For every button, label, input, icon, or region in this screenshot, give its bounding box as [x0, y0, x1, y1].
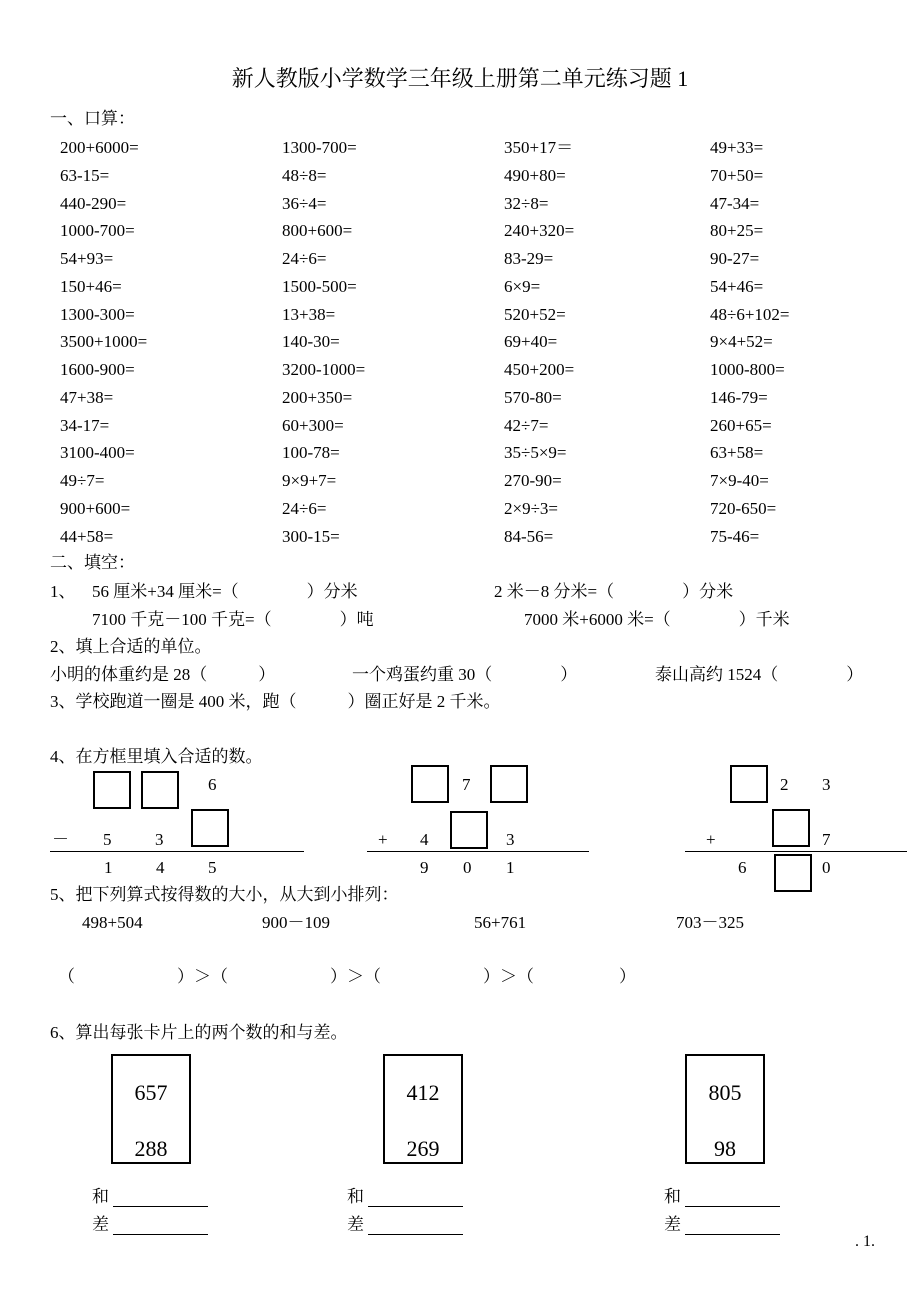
sum-line — [367, 851, 589, 852]
digit: 0 — [463, 858, 472, 877]
oral-problem: 70+50= — [710, 165, 764, 185]
oral-problem: 140-30= — [282, 332, 340, 352]
oral-problem: 1300-300= — [60, 304, 135, 324]
oral-problem: 49÷7= — [60, 471, 105, 490]
digit: 0 — [822, 858, 831, 877]
digit: 3 — [155, 830, 164, 849]
oral-problem: 440-290= — [60, 193, 127, 213]
oral-problem: 1300-700= — [282, 138, 357, 157]
sum-label: 和 — [347, 1187, 364, 1206]
card-bottom-number: 269 — [406, 1136, 440, 1161]
oral-problem: 1500-500= — [282, 276, 357, 296]
oral-problem: 80+25= — [710, 221, 764, 241]
diff-answer-line[interactable] — [113, 1234, 208, 1235]
oral-problem: 13+38= — [282, 304, 336, 324]
oral-problem: 24÷6= — [282, 498, 327, 518]
digit: 1 — [506, 858, 515, 877]
answer-box[interactable] — [774, 854, 812, 892]
oral-problem: 63+58= — [710, 443, 764, 463]
oral-problem: 520+52= — [504, 304, 566, 324]
digit: 6 — [208, 775, 217, 794]
sum-line — [685, 851, 907, 852]
oral-problem: 83-29= — [504, 249, 554, 268]
card-top-number: 805 — [708, 1080, 742, 1105]
sum-answer-line[interactable] — [368, 1206, 463, 1207]
sum-label: 和 — [664, 1187, 681, 1206]
q2-item-c: 泰山高约 1524（ ） — [655, 665, 864, 684]
oral-problem: 570-80= — [504, 387, 562, 407]
answer-box[interactable] — [772, 809, 810, 847]
oral-problem: 270-90= — [504, 471, 562, 490]
oral-problem: 49+33= — [710, 138, 764, 157]
oral-problem: 200+350= — [282, 387, 353, 407]
q4-text: 4、在方框里填入合适的数。 — [50, 747, 263, 766]
diff-label: 差 — [664, 1215, 681, 1234]
oral-problem: 48÷8= — [282, 165, 327, 185]
operator: － — [52, 830, 69, 849]
number-card — [685, 1054, 765, 1164]
oral-problem: 240+320= — [504, 221, 575, 241]
card-bottom-number: 288 — [134, 1136, 168, 1161]
oral-problem: 3200-1000= — [282, 360, 366, 379]
oral-problem: 44+58= — [60, 526, 114, 546]
page-number: . 1. — [855, 1233, 875, 1250]
q1-item-a: 56 厘米+34 厘米=（ ）分米 — [92, 582, 358, 601]
oral-problem: 69+40= — [504, 332, 558, 352]
oral-problem: 900+600= — [60, 498, 131, 518]
page-title: 新人教版小学数学三年级上册第二单元练习题 1 — [231, 66, 689, 91]
card-top-number: 412 — [406, 1080, 440, 1105]
digit: 2 — [780, 775, 789, 794]
answer-box[interactable] — [141, 771, 179, 809]
card-bottom-number: 98 — [714, 1136, 736, 1161]
q5-expression: 900－109 — [262, 913, 330, 932]
q1-item-d: 7000 米+6000 米=（ ）千米 — [524, 610, 790, 629]
digit: 3 — [506, 830, 515, 849]
q6-text: 6、算出每张卡片上的两个数的和与差。 — [50, 1023, 348, 1042]
digit: 4 — [420, 830, 429, 849]
q5-answer-row: （ ）＞（ ）＞（ ）＞（ ） — [58, 967, 636, 986]
oral-problem: 100-78= — [282, 443, 340, 463]
q1-item-b: 2 米－8 分米=（ ）分米 — [494, 582, 734, 601]
oral-problem: 150+46= — [60, 276, 122, 296]
answer-box[interactable] — [730, 765, 768, 803]
oral-problem: 9×9+7= — [282, 471, 337, 490]
oral-problem: 200+6000= — [60, 138, 139, 157]
oral-problem: 47-34= — [710, 193, 760, 213]
oral-problem: 54+46= — [710, 276, 764, 296]
digit: 1 — [104, 858, 113, 877]
answer-box[interactable] — [411, 765, 449, 803]
oral-problem: 350+17＝ — [504, 138, 574, 157]
sum-answer-line[interactable] — [685, 1206, 780, 1207]
oral-problem: 9×4+52= — [710, 332, 773, 352]
diff-answer-line[interactable] — [368, 1234, 463, 1235]
q2-item-a: 小明的体重约是 28（ ） — [50, 665, 276, 684]
card-top-number: 657 — [134, 1080, 168, 1105]
digit: 6 — [738, 858, 747, 877]
q3-text: 3、学校跑道一圈是 400 米，跑（ ）圈正好是 2 千米。 — [50, 692, 501, 711]
diff-answer-line[interactable] — [685, 1234, 780, 1235]
sum-answer-line[interactable] — [113, 1206, 208, 1207]
q1-item-c: 7100 千克－100 千克=（ ）吨 — [92, 610, 374, 629]
oral-problem: 1000-800= — [710, 360, 785, 379]
oral-problem: 1000-700= — [60, 221, 135, 241]
operator: + — [378, 830, 388, 849]
oral-problem: 75-46= — [710, 526, 760, 546]
diff-label: 差 — [347, 1215, 364, 1234]
digit: 7 — [462, 775, 471, 794]
number-card — [383, 1054, 463, 1164]
oral-problem: 34-17= — [60, 415, 110, 435]
digit: 7 — [822, 830, 831, 849]
q5-expression: 703－325 — [676, 913, 744, 932]
oral-problem: 146-79= — [710, 387, 768, 407]
oral-problem: 47+38= — [60, 387, 114, 407]
digit: 5 — [103, 830, 112, 849]
digit: 3 — [822, 775, 831, 794]
oral-problem: 63-15= — [60, 165, 110, 185]
q2-item-b: 一个鸡蛋约重 30（ ） — [352, 665, 578, 684]
answer-box[interactable] — [191, 809, 229, 847]
oral-problem: 90-27= — [710, 249, 760, 268]
oral-problem: 54+93= — [60, 249, 114, 268]
oral-problem: 2×9÷3= — [504, 498, 559, 518]
oral-problem: 60+300= — [282, 415, 344, 435]
q5-expression: 498+504 — [82, 913, 143, 932]
q1-number: 1、 — [50, 582, 76, 601]
digit: 4 — [156, 858, 165, 877]
answer-box[interactable] — [450, 811, 488, 849]
number-card — [111, 1054, 191, 1164]
section1-heading: 一、口算： — [50, 109, 135, 128]
oral-problem: 32÷8= — [504, 193, 549, 213]
oral-problem: 7×9-40= — [710, 471, 769, 490]
oral-problem: 6×9= — [504, 276, 541, 296]
oral-problem: 3500+1000= — [60, 332, 148, 352]
oral-problem: 48÷6+102= — [710, 304, 790, 324]
diff-label: 差 — [92, 1215, 109, 1234]
q2-text: 2、填上合适的单位。 — [50, 637, 212, 656]
oral-problem: 260+65= — [710, 415, 772, 435]
oral-problem: 800+600= — [282, 221, 353, 241]
oral-problem: 42÷7= — [504, 415, 549, 435]
q5-text: 5、把下列算式按得数的大小，从大到小排列： — [50, 885, 399, 904]
answer-box[interactable] — [490, 765, 528, 803]
oral-problem: 3100-400= — [60, 443, 135, 463]
oral-problem: 450+200= — [504, 360, 575, 379]
oral-problem: 1600-900= — [60, 360, 135, 379]
digit: 5 — [208, 858, 217, 877]
sum-label: 和 — [92, 1187, 109, 1206]
oral-problem: 36÷4= — [282, 193, 327, 213]
oral-problem: 24÷6= — [282, 249, 327, 268]
digit: 9 — [420, 858, 429, 877]
oral-problem: 720-650= — [710, 498, 777, 518]
oral-problem: 84-56= — [504, 526, 554, 546]
oral-problem: 35÷5×9= — [504, 443, 567, 463]
operator: + — [706, 830, 716, 849]
sum-line — [50, 851, 304, 852]
answer-box[interactable] — [93, 771, 131, 809]
oral-problem: 300-15= — [282, 526, 340, 546]
q5-expression: 56+761 — [474, 913, 527, 932]
oral-problem: 490+80= — [504, 165, 566, 185]
section2-heading: 二、填空： — [50, 553, 135, 572]
